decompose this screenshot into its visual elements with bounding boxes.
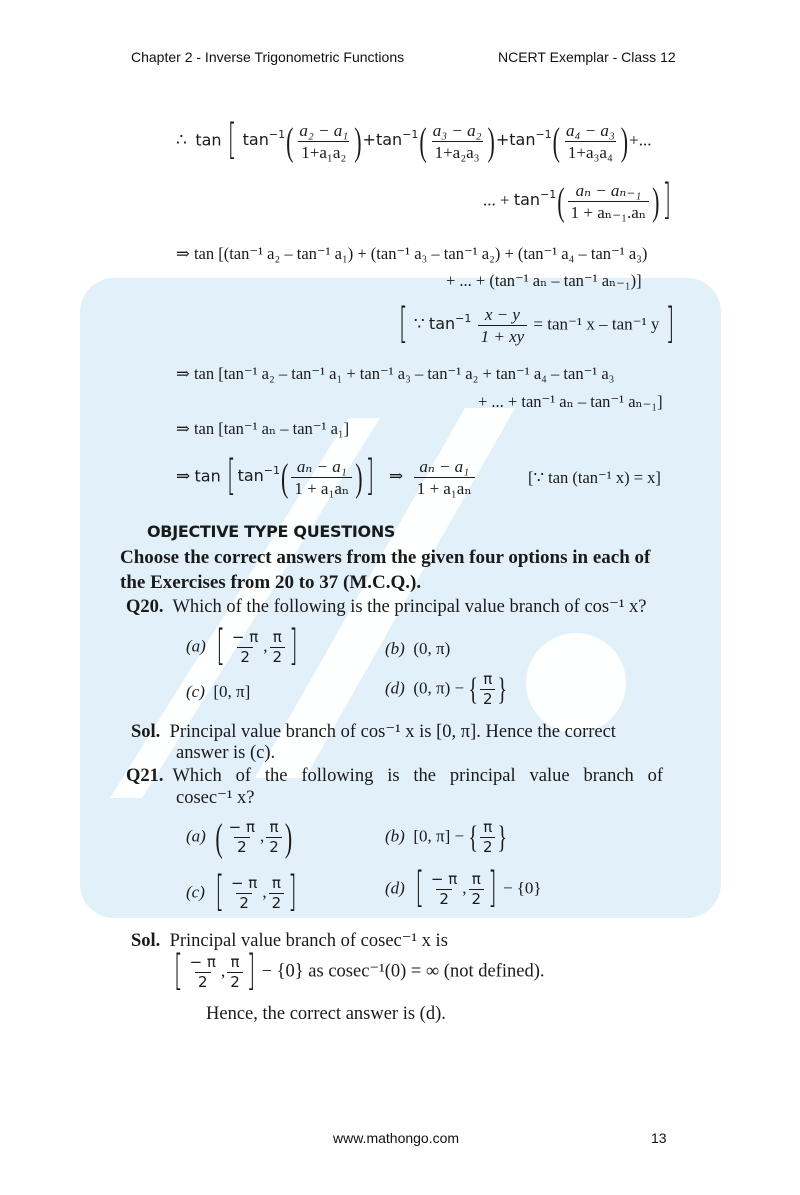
step4: ⇒ tan [tan⁻¹ aₙ – tan⁻¹ a₁]: [176, 419, 350, 438]
step5-reason: [∵ tan (tan⁻¹ x) = x]: [528, 468, 661, 487]
page-number: 13: [651, 1130, 667, 1146]
instructions-line1: Choose the correct answers from the given four options in each of: [120, 547, 651, 568]
book-title: NCERT Exemplar - Class 12: [498, 49, 676, 65]
step2-line1: ⇒ tan [(tan⁻¹ a₂ – tan⁻¹ a₁) + (tan⁻¹ a₃ – tan⁻¹ a₂) + (tan⁻¹ a₄ – tan⁻¹ a₃): [176, 244, 648, 263]
website-link[interactable]: www.mathongo.com: [333, 1130, 460, 1146]
q20-solution-line2: answer is (c).: [176, 743, 276, 763]
q20-option-b: (b) (0, π): [385, 639, 451, 658]
q20-option-d: (d) (0, π) − { $\frac{\pi}{2}$ }: [385, 670, 508, 708]
question-q21: Q21. Which of the following is the principal value branch of: [126, 766, 664, 786]
q21-solution-line2: [ $\frac{- \pi}{2}$ , $\frac{\pi}{2}$ ] − {0} as cosec⁻¹(0) = ∞ (not defined).: [174, 947, 545, 996]
identity-note: [ ∵ $\tan^{-1}$ $\frac{x - y}{1 + xy}$ = tan⁻¹ x – tan⁻¹ y ]: [399, 300, 675, 349]
q20-option-a: (a) [ $\frac{- \pi}{2}$ , $\frac{\pi}{2}$ ]: [186, 622, 298, 671]
q21-option-d: (d) [ $\frac{- \pi}{2}$ , $\frac{\pi}{2}$ ] − {0}: [385, 864, 542, 913]
q21-option-a: (a) ( $\frac{- \pi}{2}$ , $\frac{\pi}{2}$ ): [186, 814, 293, 860]
step5: ⇒ tan [ $\tan^{-1}$( $\frac{\text{aₙ − a₁}}{\text{1 + a₁aₙ}}$ ) ] ⇒ $\frac{\text{aₙ − a₁}}{\text{1 + a₁aₙ}}$: [176, 458, 477, 497]
q20-option-c: (c) [0, π]: [186, 682, 251, 701]
step1-line1: ∴ tan [ $\tan^{-1}$( $\frac{\text{a₂ − a₁}}{\text{1+a₁a₂}}$ )$+\tan^{-1}$( $\frac{\text{a₃ − a₂}}{\text{1+a₂a₃}}$ )$+\tan^{-1}$( $\frac{\text{a₄ − a₃}}{\text{1+a₃a₄}}$ )+...: [176, 116, 652, 165]
q21-solution-line1: Sol. Principal value branch of cosec⁻¹ x is: [131, 931, 448, 951]
instructions-line2: the Exercises from 20 to 37 (M.C.Q.).: [120, 572, 422, 593]
chapter-title: Chapter 2 - Inverse Trigonometric Functions: [131, 49, 405, 65]
question-q21-line2: cosec⁻¹ x?: [176, 788, 255, 808]
q21-option-b: (b) [0, π] − { $\frac{\pi}{2}$ }: [385, 818, 508, 856]
step3-line2: + ... + tan⁻¹ aₙ – tan⁻¹ aₙ₋₁]: [478, 392, 663, 411]
q21-option-c: (c) [ $\frac{- \pi}{2}$ , $\frac{\pi}{2}$ ]: [186, 868, 297, 917]
q20-solution-line1: Sol. Principal value branch of cos⁻¹ x is [0, π]. Hence the correct: [131, 722, 616, 742]
q21-solution-line3: Hence, the correct answer is (d).: [206, 1004, 446, 1024]
step2-line2: + ... + (tan⁻¹ aₙ – tan⁻¹ aₙ₋₁)]: [446, 271, 642, 290]
section-heading: OBJECTIVE TYPE QUESTIONS: [147, 522, 396, 541]
step1-line2: ... + $\tan^{-1}$( $\frac{\text{aₙ − aₙ₋₁}}{\text{1 + aₙ₋₁.aₙ}}$ ) ]: [483, 176, 672, 225]
step3-line1: ⇒ tan [tan⁻¹ a₂ – tan⁻¹ a₁ + tan⁻¹ a₃ – tan⁻¹ a₂ + tan⁻¹ a₄ – tan⁻¹ a₃: [176, 364, 615, 383]
question-q20: Q20. Which of the following is the principal value branch of cos⁻¹ x?: [126, 597, 647, 617]
